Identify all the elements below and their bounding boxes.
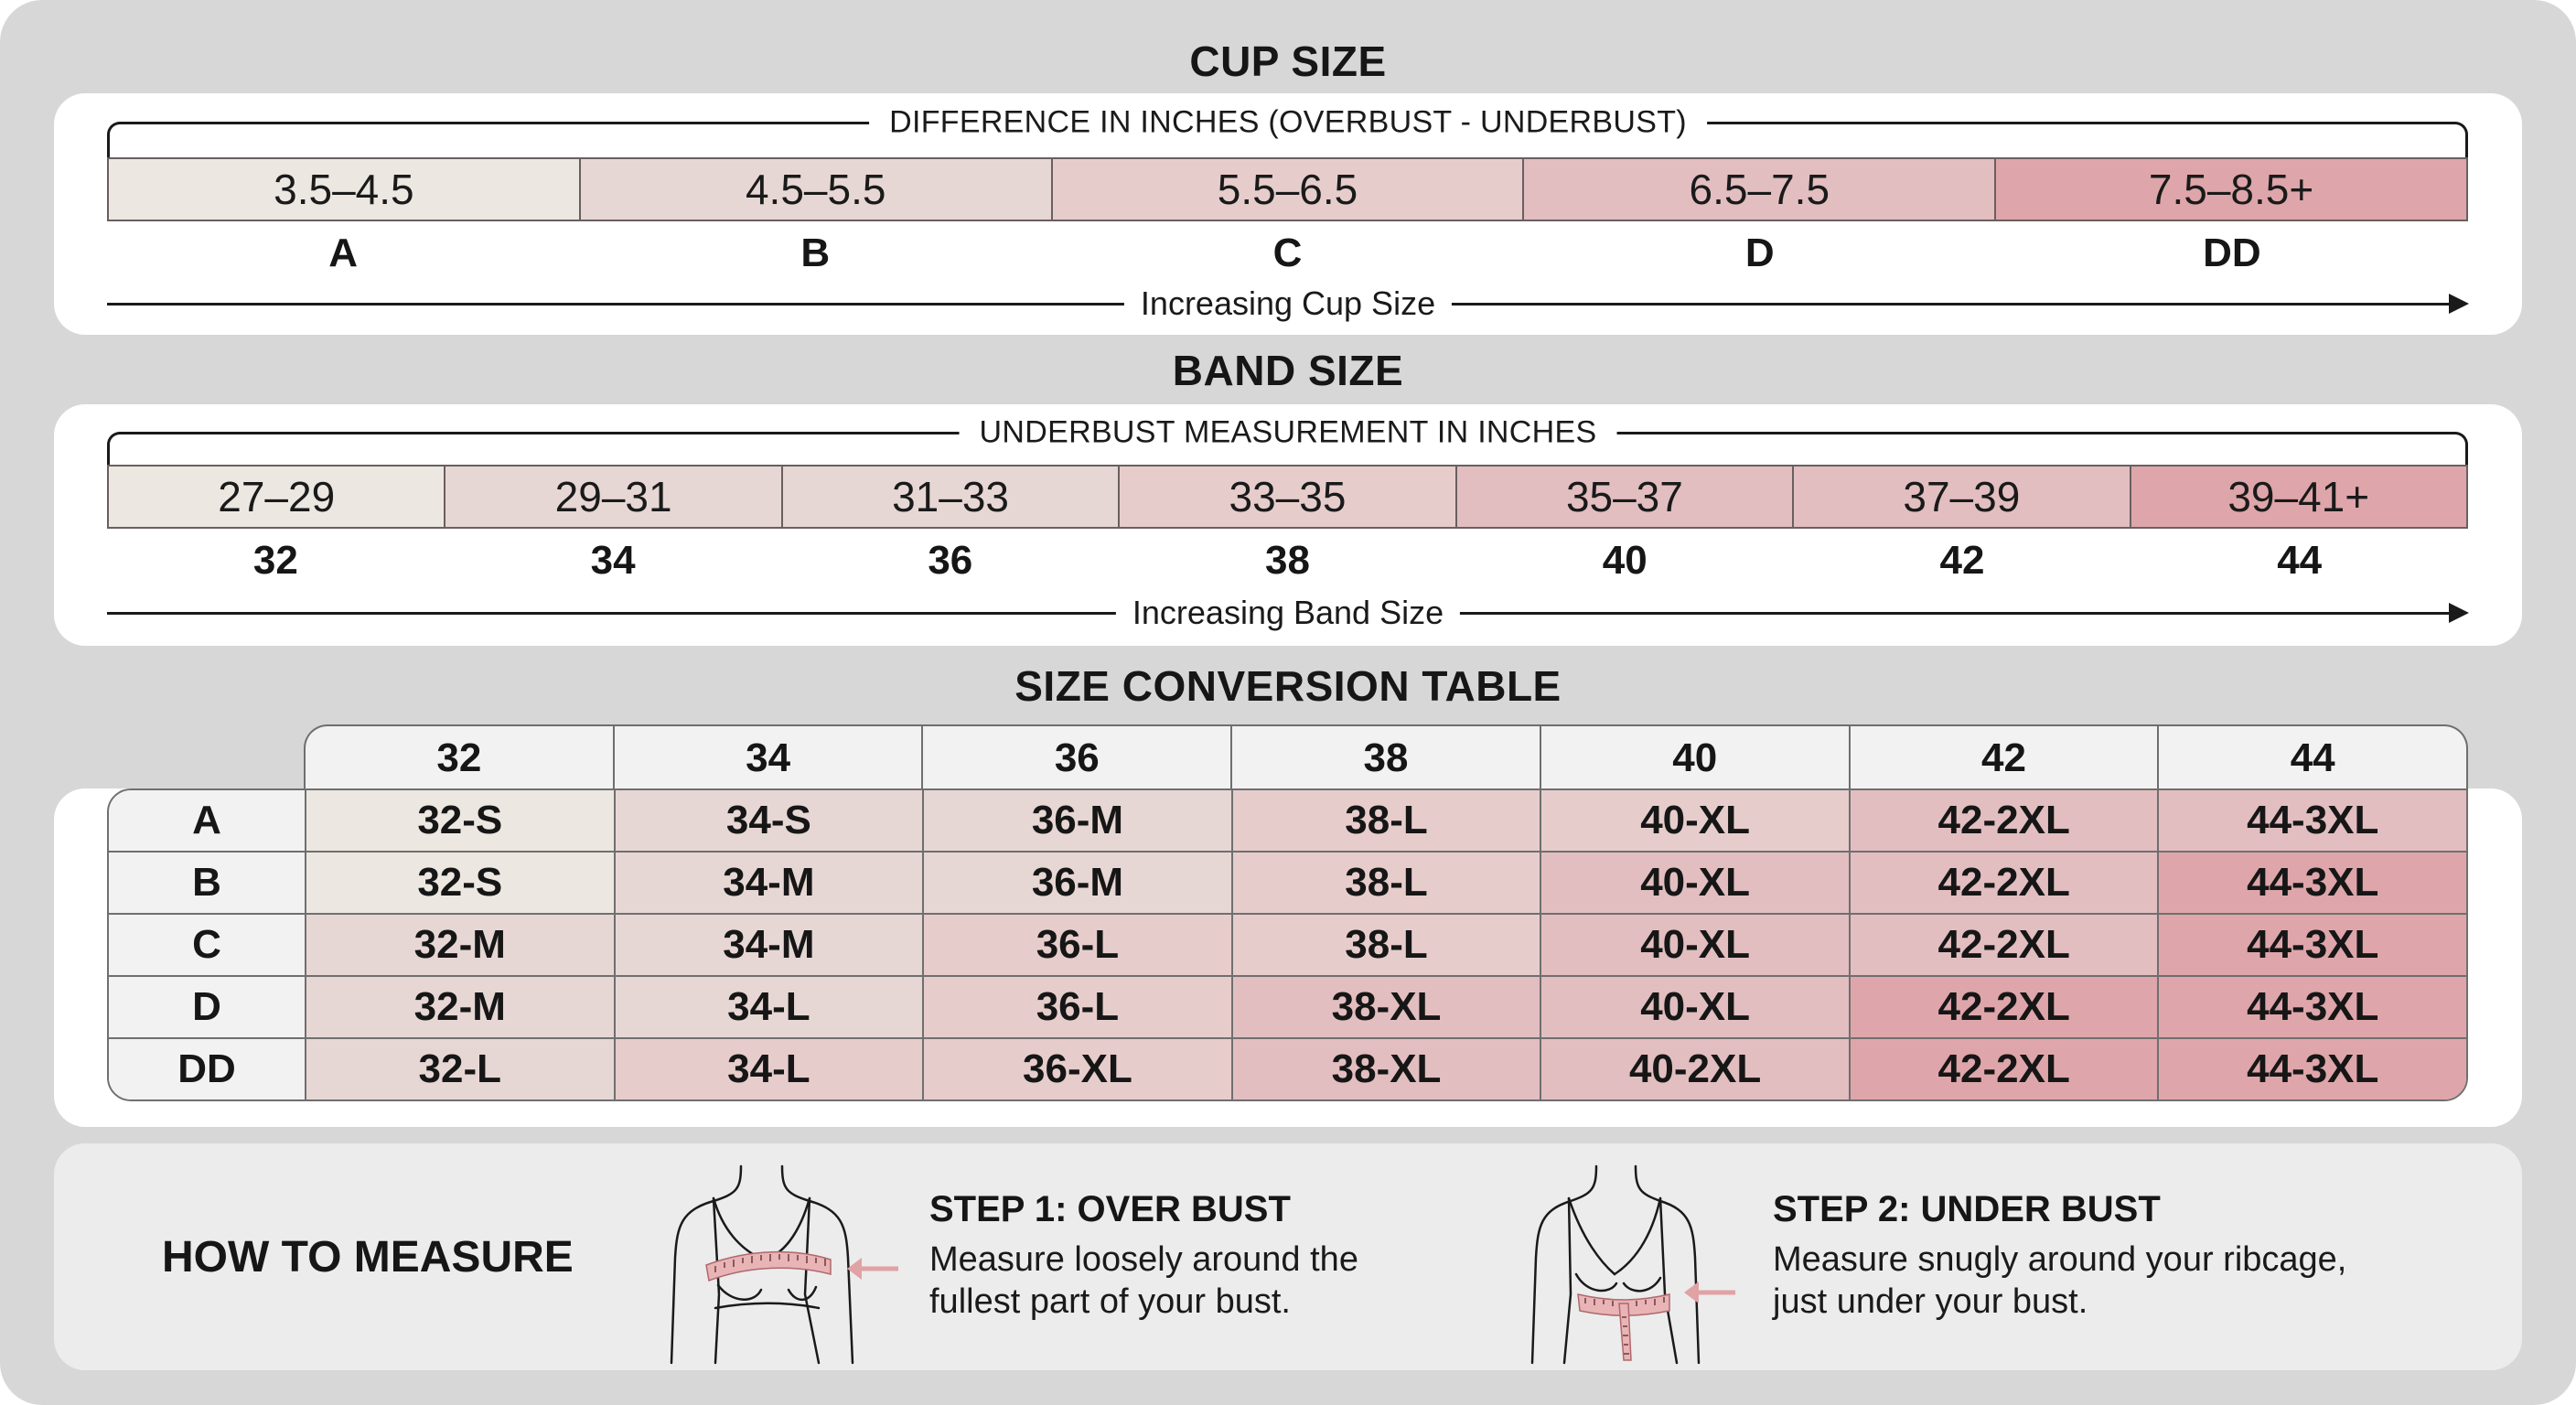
band-number: 42 — [1939, 538, 1985, 583]
table-row — [109, 853, 2466, 915]
cup-size-title: CUP SIZE — [1189, 38, 1387, 85]
row-header-cup: B — [109, 853, 306, 913]
table-row — [109, 915, 2466, 977]
table-cell: 34-S — [616, 790, 925, 851]
cup-range-cell: 5.5–6.5 — [1053, 159, 1525, 220]
step-1-title: STEP 1: OVER BUST — [929, 1189, 1291, 1229]
band-range-cell: 33–35 — [1120, 467, 1456, 527]
band-size-title: BAND SIZE — [1172, 347, 1404, 394]
row-header-cup: C — [109, 915, 306, 975]
table-cell: 38-L — [1233, 790, 1542, 851]
under-bust-figure-icon — [1523, 1157, 1743, 1367]
band-arrow-label: Increasing Band Size — [1116, 594, 1460, 632]
step-1-text-line1: Measure loosely around the — [929, 1240, 1358, 1279]
table-cell: 32-S — [306, 790, 616, 851]
cup-range-cell: 7.5–8.5+ — [1996, 159, 2466, 220]
step-2-text-line2: just under your bust. — [1773, 1282, 2088, 1321]
table-row — [109, 977, 2466, 1039]
table-cell: 34-M — [616, 915, 925, 975]
row-header-cup: A — [109, 790, 306, 851]
table-cell: 42-2XL — [1851, 790, 2160, 851]
table-cell: 44-3XL — [2159, 977, 2466, 1037]
step-2-text-line1: Measure snugly around your ribcage, — [1773, 1240, 2347, 1279]
cup-letter-row — [107, 231, 2468, 276]
cup-range-cell: 3.5–4.5 — [109, 159, 581, 220]
table-cell: 32-L — [306, 1039, 616, 1099]
table-cell: 38-L — [1233, 915, 1542, 975]
table-cell: 32-M — [306, 977, 616, 1037]
band-number: 40 — [1602, 538, 1648, 583]
band-range-cell: 31–33 — [783, 467, 1120, 527]
band-range-cell: 27–29 — [109, 467, 445, 527]
table-row — [109, 1039, 2466, 1099]
table-cell: 34-L — [616, 977, 925, 1037]
cup-range-cell: 6.5–7.5 — [1524, 159, 1996, 220]
arrow-right-icon — [2449, 294, 2469, 314]
table-cell: 40-XL — [1541, 853, 1851, 913]
cup-arrow-label: Increasing Cup Size — [1124, 284, 1452, 323]
row-header-cup: D — [109, 977, 306, 1037]
column-header-band: 32 — [306, 726, 615, 790]
table-cell: 34-L — [616, 1039, 925, 1099]
step-2-title: STEP 2: UNDER BUST — [1773, 1189, 2161, 1229]
table-cell: 42-2XL — [1851, 1039, 2160, 1099]
table-cell: 38-L — [1233, 853, 1542, 913]
band-range-cell: 35–37 — [1457, 467, 1794, 527]
band-range-row — [107, 465, 2468, 529]
table-cell: 36-L — [924, 977, 1233, 1037]
table-cell: 32-M — [306, 915, 616, 975]
column-header-band: 42 — [1851, 726, 2160, 790]
table-cell: 32-S — [306, 853, 616, 913]
table-cell: 44-3XL — [2159, 1039, 2466, 1099]
cup-range-cell: 4.5–5.5 — [581, 159, 1053, 220]
table-cell: 36-M — [924, 853, 1233, 913]
band-number: 36 — [928, 538, 973, 583]
arrow-right-icon — [2449, 603, 2469, 623]
band-range-cell: 29–31 — [445, 467, 782, 527]
column-header-band: 34 — [615, 726, 924, 790]
column-header-band: 38 — [1232, 726, 1541, 790]
column-header-band: 40 — [1541, 726, 1851, 790]
conversion-table-title: SIZE CONVERSION TABLE — [1014, 662, 1562, 710]
band-bracket-label: UNDERBUST MEASUREMENT IN INCHES — [960, 415, 1617, 451]
band-number: 34 — [590, 538, 636, 583]
column-header-band: 36 — [923, 726, 1232, 790]
table-cell: 36-M — [924, 790, 1233, 851]
band-number: 44 — [2277, 538, 2323, 583]
table-cell: 38-XL — [1233, 977, 1542, 1037]
cup-letter: C — [1272, 231, 1303, 275]
row-header-cup: DD — [109, 1039, 306, 1099]
band-range-cell: 37–39 — [1794, 467, 2131, 527]
table-cell: 34-M — [616, 853, 925, 913]
cup-range-row — [107, 157, 2468, 221]
step-1-text-line2: fullest part of your bust. — [929, 1282, 1291, 1321]
cup-letter: DD — [2203, 231, 2261, 275]
band-range-cell: 39–41+ — [2131, 467, 2466, 527]
table-cell: 42-2XL — [1851, 853, 2160, 913]
table-cell: 36-L — [924, 915, 1233, 975]
table-cell: 44-3XL — [2159, 853, 2466, 913]
table-cell: 40-XL — [1541, 790, 1851, 851]
table-cell: 36-XL — [924, 1039, 1233, 1099]
conversion-table-body — [107, 788, 2468, 1101]
over-bust-figure-icon — [659, 1157, 915, 1367]
cup-letter: A — [328, 231, 358, 275]
table-row — [109, 790, 2466, 853]
conversion-table-header — [304, 724, 2468, 790]
table-cell: 40-XL — [1541, 915, 1851, 975]
band-number-row — [107, 538, 2468, 584]
cup-letter: D — [1744, 231, 1775, 275]
table-cell: 44-3XL — [2159, 915, 2466, 975]
table-cell: 40-2XL — [1541, 1039, 1851, 1099]
table-cell: 42-2XL — [1851, 977, 2160, 1037]
cup-bracket-label: DIFFERENCE IN INCHES (OVERBUST - UNDERBUST) — [869, 105, 1707, 141]
how-to-measure-title: HOW TO MEASURE — [162, 1233, 574, 1282]
table-cell: 40-XL — [1541, 977, 1851, 1037]
table-cell: 38-XL — [1233, 1039, 1542, 1099]
band-number: 38 — [1265, 538, 1310, 583]
cup-letter: B — [800, 231, 831, 275]
band-number: 32 — [252, 538, 298, 583]
column-header-band: 44 — [2290, 735, 2335, 780]
table-cell: 44-3XL — [2159, 790, 2466, 851]
table-cell: 42-2XL — [1851, 915, 2160, 975]
